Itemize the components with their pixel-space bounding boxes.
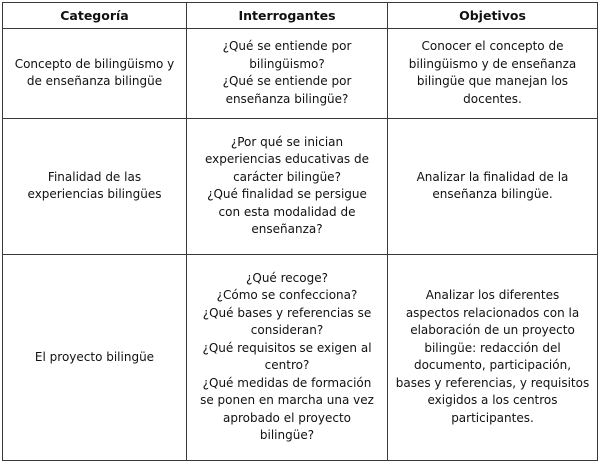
objetivos-cell — [388, 29, 598, 119]
cell-line: documento, participación, — [413, 358, 572, 373]
cell-line: ¿Qué bases y referencias se — [202, 305, 372, 320]
cell-line: de enseñanza bilingüe — [26, 74, 163, 89]
cell-line: ¿Qué requisitos se exigen al — [202, 340, 372, 355]
cell-line: experiencias bilingües — [27, 187, 162, 202]
objetivos-cell — [388, 118, 598, 254]
cell-line: bilingüe que manejan los — [416, 74, 569, 89]
cell-line: aspectos relacionados con la — [405, 305, 580, 320]
table-row — [3, 254, 598, 460]
cell-line: carácter bilingüe? — [233, 169, 341, 184]
cell-line: Analizar los diferentes — [425, 288, 560, 303]
cell-line: exigidos a los centros — [427, 393, 558, 408]
objetivos-cell — [388, 254, 598, 460]
table-row — [3, 118, 598, 254]
header-interrogantes: Interrogantes — [187, 3, 388, 29]
categoria-cell — [3, 118, 187, 254]
cell-line: centro? — [264, 358, 310, 373]
cell-line: ¿Qué medidas de formación — [202, 375, 372, 390]
cell-line: con esta modalidad de — [218, 204, 356, 219]
header-row — [3, 3, 598, 29]
categoria-cell — [3, 29, 187, 119]
cell-line: Finalidad de las — [47, 169, 142, 184]
interrogantes-cell — [187, 29, 388, 119]
cell-line: Conocer el concepto de — [421, 39, 564, 54]
cell-line: participantes. — [451, 410, 534, 425]
cell-line: experiencias educativas de — [205, 152, 369, 167]
cell-line: consideran? — [250, 323, 324, 338]
cell-line: ¿Qué se entiende por — [222, 39, 352, 54]
cell-line: elaboración de un proyecto — [410, 323, 575, 338]
cell-line: docentes. — [463, 91, 522, 106]
interrogantes-cell — [187, 254, 388, 460]
cell-line: ¿Qué finalidad se persigue — [207, 187, 367, 202]
cell-line: ¿Qué se entiende por — [222, 74, 352, 89]
cell-line: bilingüe: redacción del — [424, 340, 561, 355]
cell-line: ¿Qué recoge? — [246, 270, 328, 285]
cell-line: Concepto de bilingüismo y — [14, 56, 175, 71]
cell-line: bases y referencias, y requisitos — [395, 375, 590, 390]
cell-line: bilingüe? — [259, 428, 315, 443]
categoria-cell — [3, 254, 187, 460]
cell-line: ¿Cómo se confecciona? — [216, 288, 358, 303]
research-table — [2, 2, 598, 461]
cell-line: enseñanza bilingüe. — [432, 187, 553, 202]
cell-line: El proyecto bilingüe — [34, 349, 155, 364]
cell-line: bilingüismo y de enseñanza — [408, 56, 577, 71]
header-objetivos: Objetivos — [388, 3, 598, 29]
interrogantes-cell — [187, 118, 388, 254]
cell-line: ¿Por qué se inician — [230, 134, 344, 149]
header-categoria: Categoría — [3, 3, 187, 29]
cell-line: enseñanza bilingüe? — [225, 91, 349, 106]
table-row — [3, 29, 598, 119]
cell-line: aprobado el proyecto — [222, 410, 351, 425]
cell-line: bilingüismo? — [249, 56, 325, 71]
cell-line: se ponen en marcha una vez — [200, 393, 374, 408]
cell-line: enseñanza? — [251, 222, 323, 237]
cell-line: Analizar la finalidad de la — [416, 169, 569, 184]
